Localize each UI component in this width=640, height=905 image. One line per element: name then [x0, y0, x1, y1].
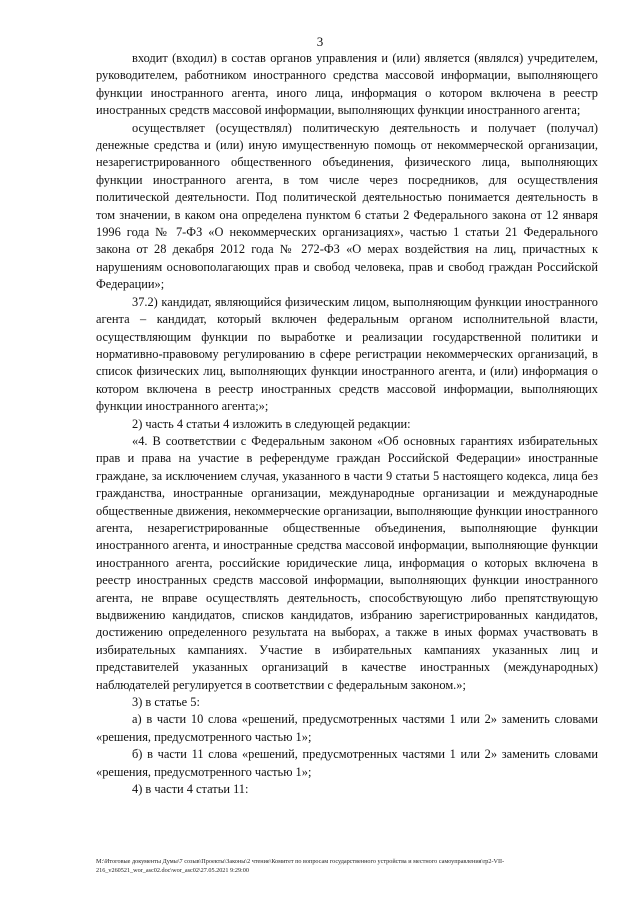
paragraph: 3) в статье 5: [132, 695, 200, 710]
paragraph: 37.2) кандидат, являющийся физическим лицом, выполняющим функции иностранного агента – кандидат, который включен федеральным органом исполнительной власти, осуществляющим функции по выработке и реализации государственной политики и нормативно-правовому регулированию в сфере регистрации некоммерческих организаций, в список физических лиц, выполняющих функции иностранного агента, и (или) информация о котором включена в реестр иностранных средств массовой информации, выполняющих функции иностранного агента;»; [96, 294, 598, 414]
paragraph: входит (входил) в состав органов управления и (или) является (являлся) учредителем, руководителем, работником иностранного средства массовой информации, выполняющего функции иностранного агента, иного лица, информация о котором включена в реестр иностранных средств массовой информации, выполняющих функции иностранного агента; [96, 51, 598, 118]
file-path-footer: M:\Итоговые документы Думы\7 созыв\Проекты\Законы\2 чтение\Комитет по вопросам государственного устройства и местного самоуправления\rp2-VII-216_v260521_wor_asc02.doc\wor_asc02\27.05.2021 9:29:00 [96, 858, 505, 874]
paragraph: 4) в части 4 статьи 11: [132, 782, 249, 797]
paragraph: б) в части 11 слова «решений, предусмотренных частями 1 или 2» заменить словами «решения, предусмотренного частью 1»; [96, 747, 598, 779]
paragraph: а) в части 10 слова «решений, предусмотренных частями 1 или 2» заменить словами «решения, предусмотренного частью 1»; [96, 712, 598, 744]
paragraph: «4. В соответствии с Федеральным законом «Об основных гарантиях избирательных прав и права на участие в референдуме граждан Российской Федерации» иностранные граждане, за исключением случая, указанного в части 9 статьи 5 настоящего кодекса, лица без гражданства, иностранные организации, международные организации и международные общественные движения, некоммерческие организации, выполняющие функции иностранного агента, незарегистрированные общественные объединения, выполняющие функции иностранного агента, и иностранные средства массовой информации, выполняющие функции иностранного агента, российские юридические лица, информация о которых включена в реестр иностранных средств массовой информации, выполняющих функции иностранного агента, не вправе осуществлять деятельность, способствующую либо препятствующую выдвижению кандидатов, списков кандидатов, избранию зарегистрированных кандидатов, достижению определенного результата на выборах, а также в иных формах участвовать в избирательных кампаниях. Участие в избирательных кампаниях указанных лиц и представителей указанных организаций в качестве иностранных (международных) наблюдателей регулируется в соответствии с федеральным законом.»; [96, 433, 599, 692]
page-number: 3 [316, 34, 324, 49]
paragraph: осуществляет (осуществлял) политическую деятельность и получает (получал) денежные средства и (или) иную имущественную помощь от некоммерческой организации, незарегистрированного общественного объединения, физического лица, выполняющих функции иностранного агента, в том числе через посредников, для осуществления политической деятельности. Под политической деятельностью понимается деятельность в том значении, в каком она определена пунктом 6 статьи 2 Федерального закона от 12 января 1996 года № 7-ФЗ «О некоммерческих организациях», частью 1 статьи 21 Федерального закона от 28 декабря 2012 года № 272-ФЗ «О мерах воздействия на лиц, причастных к нарушениям основополагающих прав и свобод человека, прав и свобод граждан Российской Федерации»; [96, 120, 598, 292]
paragraph: 2) часть 4 статьи 4 изложить в следующей редакции: [132, 416, 411, 431]
document-body [96, 50, 598, 798]
